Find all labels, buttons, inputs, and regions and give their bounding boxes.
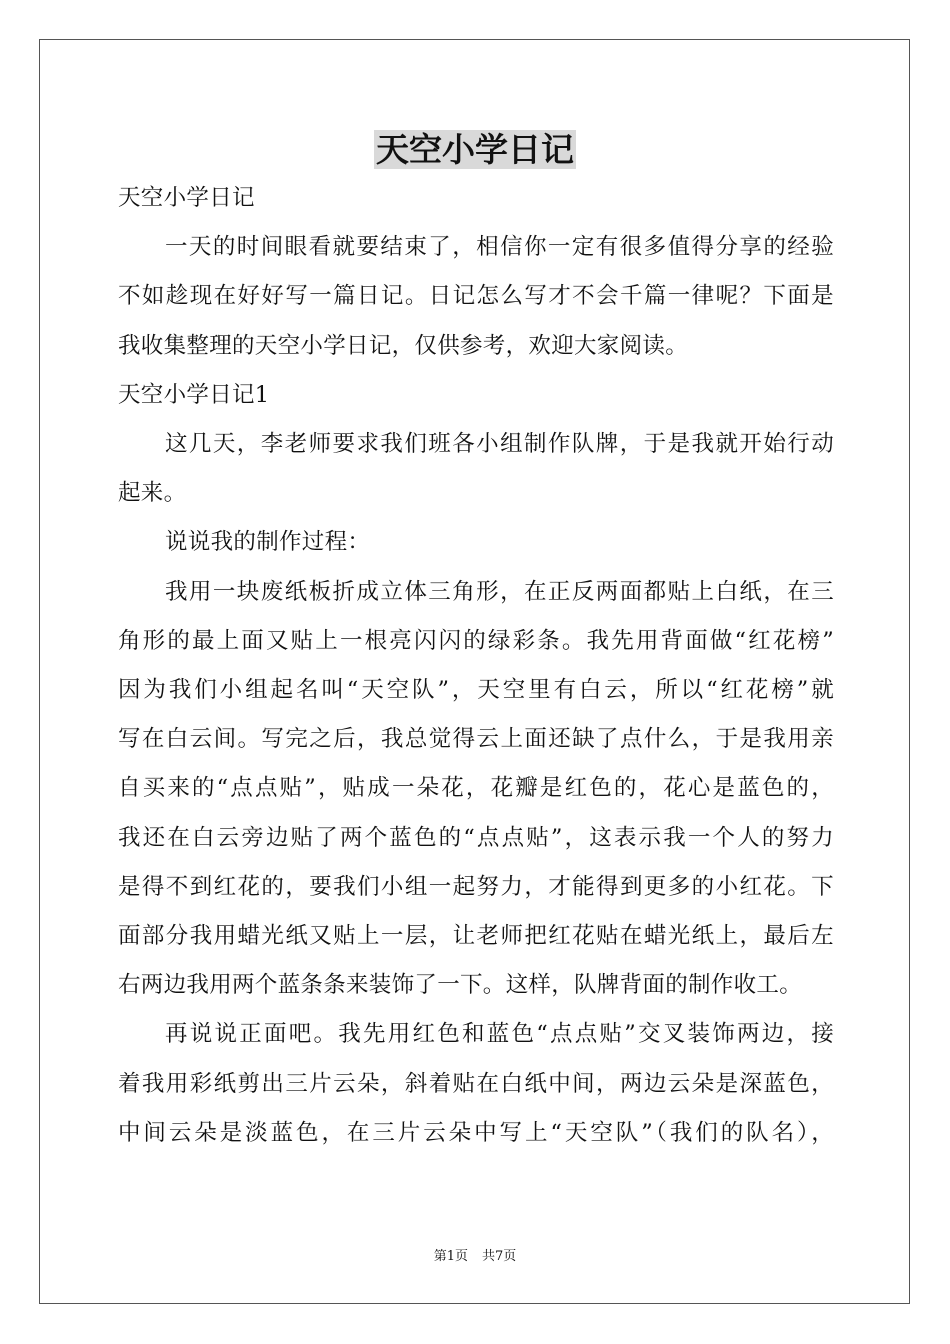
paragraph-line: 说说我的制作过程： bbox=[165, 529, 371, 556]
document-subtitle: 天空小学日记 bbox=[118, 185, 255, 211]
paragraph-line: 写在白云间。写完之后，我总觉得云上面还缺了点什么，于是我用亲 bbox=[118, 726, 834, 753]
paragraph-line: 再说说正面吧。我先用红色和蓝色“点点贴”交叉装饰两边，接 bbox=[165, 1021, 834, 1048]
paragraph-line: 我还在白云旁边贴了两个蓝色的“点点贴”，这表示我一个人的努力 bbox=[118, 824, 834, 851]
paragraph-line: 面部分我用蜡光纸又贴上一层，让老师把红花贴在蜡光纸上，最后左 bbox=[118, 923, 834, 950]
paragraph-line: 这几天，李老师要求我们班各小组制作队牌，于是我就开始行动 bbox=[165, 431, 834, 458]
paragraph-line: 中间云朵是淡蓝色，在三片云朵中写上“天空队”（我们的队名）， bbox=[118, 1119, 834, 1146]
paragraph-line: 我用一块废纸板折成立体三角形，在正反两面都贴上白纸，在三 bbox=[165, 578, 834, 605]
intro-line: 不如趁现在好好写一篇日记。日记怎么写才不会千篇一律呢？下面是 bbox=[118, 283, 834, 310]
section-heading: 天空小学日记1 bbox=[118, 381, 270, 408]
paragraph-line: 角形的最上面又贴上一根亮闪闪的绿彩条。我先用背面做“红花榜” bbox=[118, 627, 834, 654]
paragraph-line: 自买来的“点点贴”，贴成一朵花，花瓣是红色的，花心是蓝色的， bbox=[118, 775, 834, 802]
intro-line: 我收集整理的天空小学日记，仅供参考，欢迎大家阅读。 bbox=[118, 332, 689, 359]
document-body bbox=[118, 174, 834, 1158]
page-number: 第1页 bbox=[433, 1249, 468, 1264]
document-title bbox=[0, 126, 950, 174]
paragraph-line: 起来。 bbox=[118, 480, 187, 507]
paragraph-line: 是得不到红花的，要我们小组一起努力，才能得到更多的小红花。下 bbox=[118, 873, 834, 900]
paragraph-line: 因为我们小组起名叫“天空队”，天空里有白云，所以“红花榜”就 bbox=[118, 677, 834, 704]
intro-line: 一天的时间眼看就要结束了，相信你一定有很多值得分享的经验 bbox=[165, 234, 834, 261]
paragraph-line: 右两边我用两个蓝条条来装饰了一下。这样，队牌背面的制作收工。 bbox=[118, 972, 803, 999]
paragraph-line: 着我用彩纸剪出三片云朵，斜着贴在白纸中间，两边云朵是深蓝色， bbox=[118, 1070, 834, 1097]
page-total: 共7页 bbox=[482, 1249, 517, 1264]
document-title-text: 天空小学日记 bbox=[376, 130, 574, 169]
page-footer bbox=[0, 1247, 950, 1267]
